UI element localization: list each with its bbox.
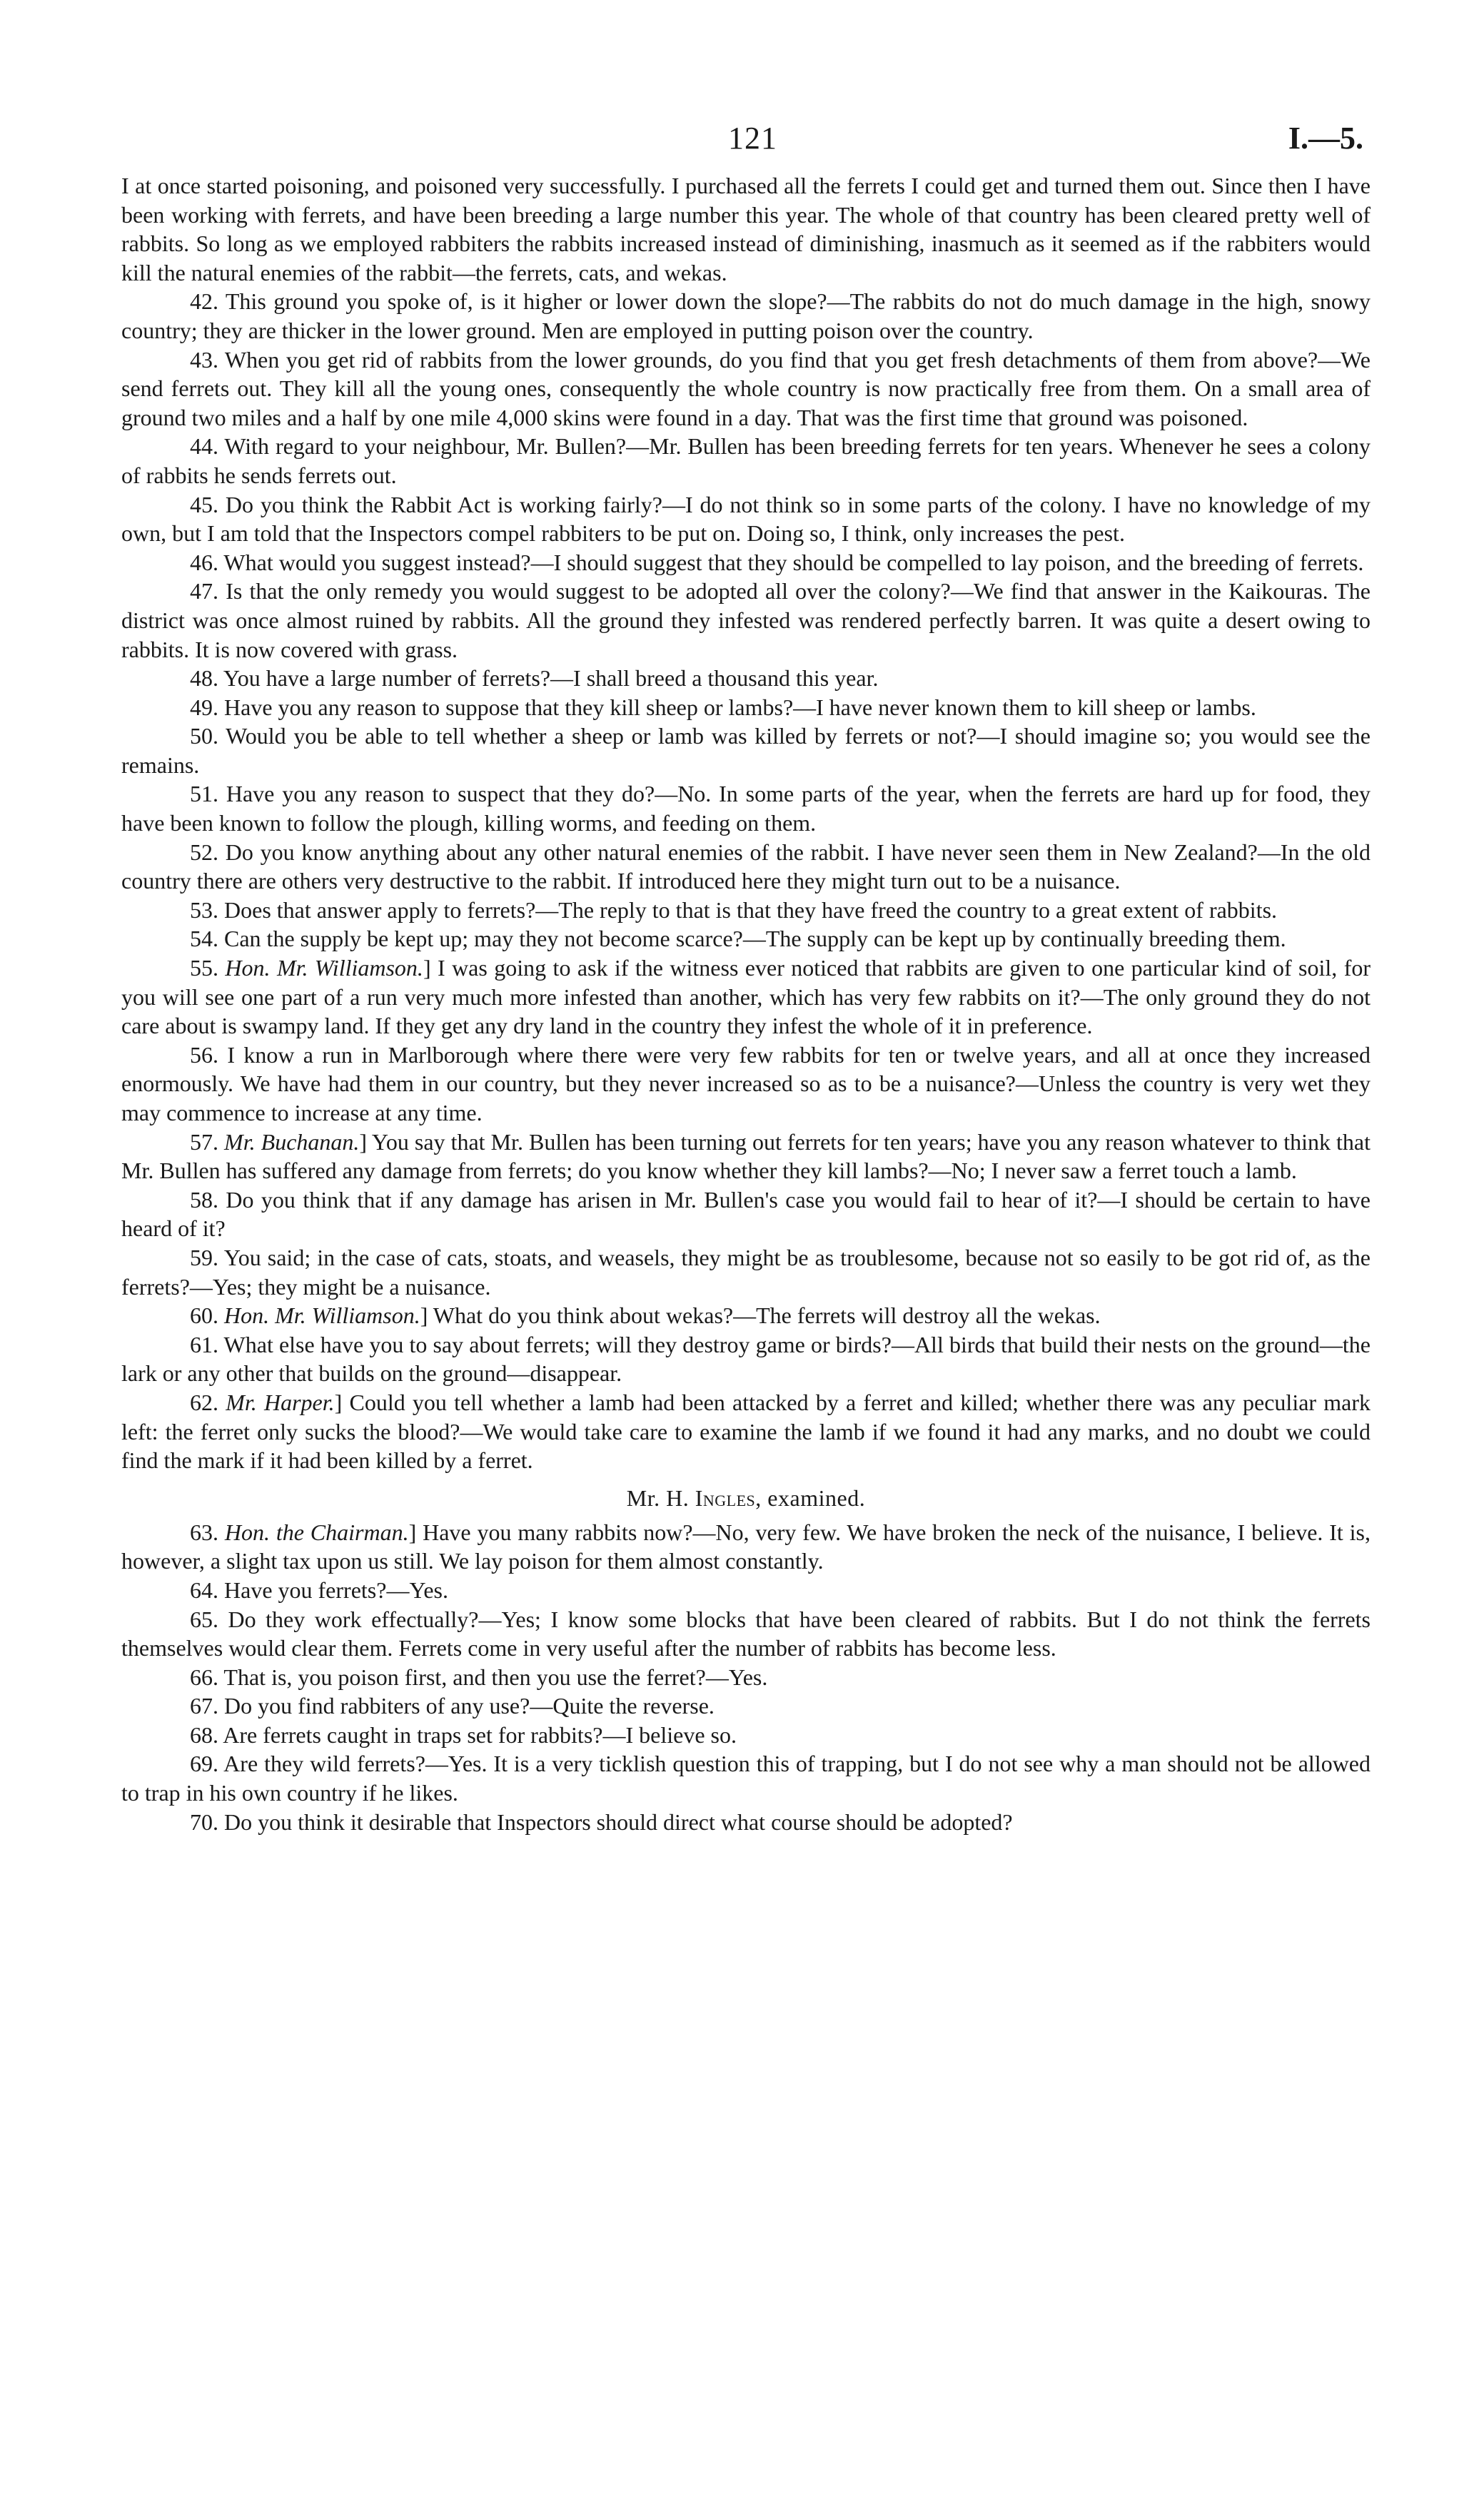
question-44: 44. With regard to your neighbour, Mr. Bullen?—Mr. Bullen has been breeding ferrets for ten years. Whenever he sees a colony of rabbits he sends ferrets out.: [121, 433, 1371, 488]
question-64: 64. Have you ferrets?—Yes.: [190, 1577, 448, 1603]
question-53: 53. Does that answer apply to ferrets?—The reply to that is that they have freed the country to a great extent of rabbits.: [190, 896, 1278, 923]
speaker-name: Mr. Harper.: [226, 1389, 335, 1415]
question-42: 42. This ground you spoke of, is it higher or lower down the slope?—The rabbits do not do much damage in the high, snowy country; they are thicker in the lower ground. Men are employed in putting poison over the country.: [121, 288, 1371, 343]
question-number: 57.: [190, 1128, 218, 1155]
question-text: ] I was going to ask if the witness ever noticed that rabbits are given to one particular kind of soil, for you will see one part of a run very much more infested than another, which has very few rabbits on it?—The only ground they do not care about is swampy land. If they get any dry land in the country they infest the whole of it in preference.: [121, 955, 1371, 1039]
question-62: [121, 1388, 1371, 1475]
speaker-name: Mr. Buchanan.: [224, 1128, 360, 1155]
question-61: 61. What else have you to say about ferrets; will they destroy game or birds?—All birds that build their nests on the ground—the lark or any other that builds on the ground—disappear.: [121, 1331, 1371, 1387]
question-54: 54. Can the supply be kept up; may they not become scarce?—The supply can be kept up by continually breeding them.: [190, 926, 1286, 952]
question-68: 68. Are ferrets caught in traps set for rabbits?—I believe so.: [190, 1721, 737, 1748]
intro-paragraph: I at once started poisoning, and poisoned very successfully. I purchased all the ferrets I could get and turned them out. Since then I have been working with ferrets, and have been breeding a large number this year. The whole of that country has been cleared pretty well of rabbits. So long as we employed rabbiters the rabbits increased instead of diminishing, inasmuch as it seemed as if the rabbiters would kill the natural enemies of the rabbit—the ferrets, cats, and wekas.: [121, 173, 1371, 285]
question-43: 43. When you get rid of rabbits from the lower grounds, do you find that you get fresh detachments of them from above?—We send ferrets out. They kill all the young ones, consequently the whole country is now practically free from them. On a small area of ground two miles and a half by one mile 4,000 skins were found in a day. That was the first time that ground was poisoned.: [121, 346, 1371, 430]
question-49: 49. Have you any reason to suppose that they kill sheep or lambs?—I have never known them to kill sheep or lambs.: [190, 694, 1256, 720]
question-text: ] What do you think about wekas?—The ferrets will destroy all the wekas.: [420, 1302, 1101, 1329]
question-67: 67. Do you find rabbiters of any use?—Quite the reverse.: [190, 1693, 715, 1719]
speaker-name: Hon. the Chairman.: [224, 1519, 409, 1545]
paper-code: I.—5.: [1288, 121, 1363, 156]
document-page: [121, 107, 1371, 1836]
witness-heading: [121, 1482, 1371, 1514]
question-number: 63.: [190, 1519, 218, 1545]
question-56: 56. I know a run in Marlborough where there were very few rabbits for ten or twelve years, and all at once they increased enormously. We have had them in our country, but they never increased so as to be a nuisance?—Unless the country is very wet they may commence to increase at any time.: [121, 1041, 1371, 1125]
speaker-name: Hon. Mr. Williamson.: [225, 955, 423, 981]
heading-prefix: Mr. H.: [626, 1484, 695, 1511]
question-59: 59. You said; in the case of cats, stoats, and weasels, they might be as troublesome, because not so easily to be got rid of, as the ferrets?—Yes; they might be a nuisance.: [121, 1244, 1371, 1300]
question-63: [121, 1518, 1371, 1576]
question-45: 45. Do you think the Rabbit Act is working fairly?—I do not think so in some parts of the colony. I have no knowledge of my own, but I am told that the Inspectors compel rabbiters to be put on. Doing so, I think, only increases the pest.: [121, 491, 1371, 547]
question-number: 55.: [190, 955, 218, 981]
heading-suffix: , examined.: [755, 1484, 866, 1511]
question-text: ] Have you many rabbits now?—No, very few. We have broken the neck of the nuisance, I believe. It is, however, a slight tax upon us still. We lay poison for them almost constantly.: [121, 1519, 1371, 1574]
question-50: 50. Would you be able to tell whether a sheep or lamb was killed by ferrets or not?—I should imagine so; you would see the remains.: [121, 723, 1371, 778]
question-number: 60.: [190, 1302, 218, 1329]
question-57: [121, 1128, 1371, 1185]
question-58: 58. Do you think that if any damage has arisen in Mr. Bullen's case you would fail to hear of it?—I should be certain to have heard of it?: [121, 1186, 1371, 1242]
question-46: 46. What would you suggest instead?—I should suggest that they should be compelled to lay poison, and the breeding of ferrets.: [190, 549, 1364, 575]
question-text: ] You say that Mr. Bullen has been turning out ferrets for ten years; have you any reason whatever to think that Mr. Bullen has suffered any damage from ferrets; do you know whether they kill lambs?—No; I never saw a ferret touch a lamb.: [121, 1128, 1371, 1184]
page-header: [121, 107, 1371, 171]
witness-name: Ingles: [695, 1484, 756, 1511]
question-number: 62.: [190, 1389, 218, 1415]
question-55: [121, 953, 1371, 1041]
question-47: 47. Is that the only remedy you would suggest to be adopted all over the colony?—We find that answer in the Kaikouras. The district was once almost ruined by rabbits. All the ground they infested was rendered perfectly barren. It was quite a desert owing to rabbits. It is now covered with grass.: [121, 578, 1371, 662]
question-69: 69. Are they wild ferrets?—Yes. It is a very ticklish question this of trapping, but I do not see why a man should not be allowed to trap in his own country if he likes.: [121, 1751, 1371, 1806]
question-65: 65. Do they work effectually?—Yes; I know some blocks that have been cleared of rabbits. But I do not think the ferrets themselves would clear them. Ferrets come in very useful after the number of rabbits has become less.: [121, 1606, 1371, 1661]
question-70: 70. Do you think it desirable that Inspectors should direct what course should be adopted?: [190, 1808, 1013, 1835]
question-60: [121, 1301, 1371, 1330]
page-number: 121: [728, 121, 777, 156]
speaker-name: Hon. Mr. Williamson.: [224, 1302, 420, 1329]
question-52: 52. Do you know anything about any other natural enemies of the rabbit. I have never seen them in New Zealand?—In the old country there are others very destructive to the rabbit. If introduced here they might turn out to be a nuisance.: [121, 839, 1371, 894]
question-66: 66. That is, you poison first, and then you use the ferret?—Yes.: [190, 1664, 768, 1690]
question-text: ] Could you tell whether a lamb had been attacked by a ferret and killed; whether there was any peculiar mark left: the ferret only sucks the blood?—We would take care to examine the lamb if we found it had any marks, and no doubt we could find the mark if it had been killed by a ferret.: [121, 1389, 1371, 1474]
question-48: 48. You have a large number of ferrets?—I shall breed a thousand this year.: [190, 665, 879, 692]
body-text: [121, 171, 1371, 1836]
question-51: 51. Have you any reason to suspect that they do?—No. In some parts of the year, when the ferrets are hard up for food, they have been known to follow the plough, killing worms, and feeding on them.: [121, 781, 1371, 836]
